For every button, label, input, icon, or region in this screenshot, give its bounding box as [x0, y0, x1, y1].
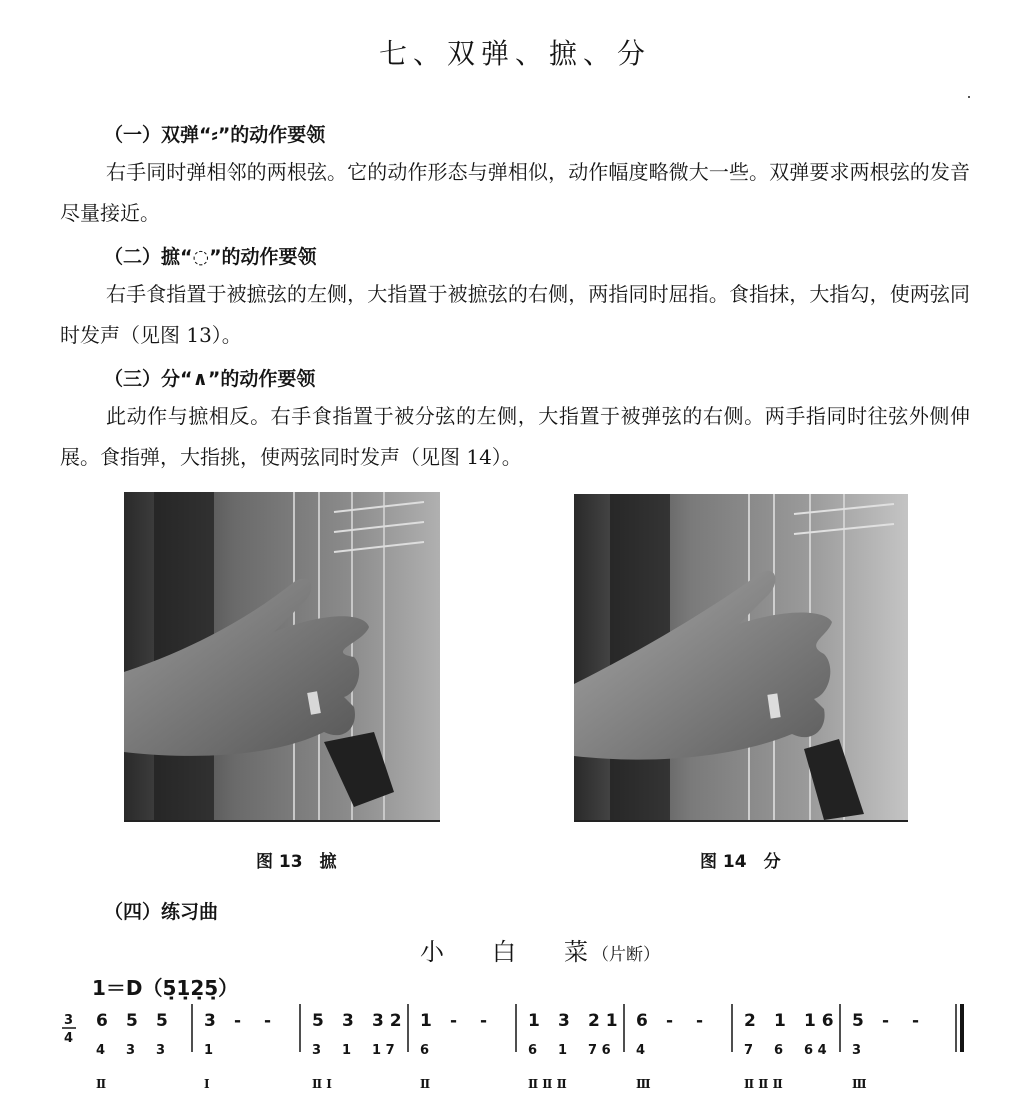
figure-13-caption: 图 13 摭 — [256, 852, 337, 872]
note-top: 2 — [744, 1011, 756, 1031]
exercise-heading: （四）练习曲 — [104, 901, 219, 923]
section-heading-1: （一）双弹“⸗”的动作要领 — [104, 124, 326, 146]
section-heading-3: （三）分“∧”的动作要领 — [104, 368, 316, 390]
note-bottom: 4 — [96, 1043, 106, 1058]
note-top: - — [696, 1011, 704, 1031]
note-top: 5 — [312, 1011, 324, 1031]
note-top: 5 — [126, 1011, 138, 1031]
fingering-mark: Ⅱ Ⅱ Ⅱ — [744, 1077, 783, 1091]
section-text-2: 右手食指置于被摭弦的左侧，大指置于被摭弦的右侧，两指同时屈指。食指抹，大指勾，使两弦同时发声（见图 13）。 — [60, 282, 970, 347]
song-title-char: 白 — [492, 938, 516, 966]
section-text-3: 此动作与摭相反。右手食指置于被分弦的左侧，大指置于被弹弦的右侧。两手指同时往弦外侧伸展。食指弹，大指挑，使两弦同时发声（见图 14）。 — [60, 404, 970, 469]
note-bottom: 3 — [852, 1043, 862, 1058]
fingering-mark: Ⅱ — [420, 1077, 431, 1091]
scan-speck — [968, 96, 970, 98]
note-top: - — [264, 1011, 272, 1031]
notation-score — [58, 1000, 968, 1110]
time-signature-top: 3 — [64, 1013, 74, 1028]
note-bottom: 4 — [636, 1043, 646, 1058]
fingering-mark: Ⅱ Ⅰ — [312, 1077, 332, 1091]
song-title-char: 小 — [420, 938, 444, 966]
note-bottom: 1 — [342, 1043, 352, 1058]
note-top: 3 — [204, 1011, 216, 1031]
note-bottom: 1 — [558, 1043, 568, 1058]
section-heading-2: （二）摭“◌”的动作要领 — [104, 246, 317, 268]
note-top: 1 — [420, 1011, 432, 1031]
fingering-mark: Ⅰ — [204, 1077, 210, 1091]
note-top: 3 — [342, 1011, 354, 1031]
song-title-char: 菜 — [564, 938, 588, 966]
section-text-1: 右手同时弹相邻的两根弦。它的动作形态与弹相似，动作幅度略微大一些。双弹要求两根弦的发音尽量接近。 — [60, 160, 970, 225]
note-bottom: 6 4 — [804, 1043, 827, 1058]
figure-14-photo — [574, 494, 908, 822]
note-top: - — [882, 1011, 890, 1031]
note-top: - — [234, 1011, 242, 1031]
hand-photo-14 — [574, 494, 908, 820]
note-bottom: 6 — [420, 1043, 430, 1058]
page-title: 七、双弹、摭、分 — [378, 37, 651, 70]
note-bottom: 7 6 — [588, 1043, 611, 1058]
key-signature: 1＝D（5̣1̣2̣5̣） — [92, 976, 239, 1000]
fingering-mark: Ⅱ Ⅱ Ⅱ — [528, 1077, 567, 1091]
note-top: 3 — [558, 1011, 570, 1031]
note-top: 5 — [156, 1011, 168, 1031]
song-subtitle: （片断） — [592, 945, 660, 965]
fingering-mark: Ⅲ — [852, 1077, 867, 1091]
fingering-mark: Ⅲ — [636, 1077, 651, 1091]
note-top: 1 — [528, 1011, 540, 1031]
note-top: 5 — [852, 1011, 864, 1031]
note-top: 1 — [774, 1011, 786, 1031]
fingering-mark: Ⅱ — [96, 1077, 107, 1091]
song-title — [420, 932, 660, 967]
time-signature-bottom: 4 — [64, 1031, 74, 1046]
note-bottom: 6 — [528, 1043, 538, 1058]
note-top: - — [666, 1011, 674, 1031]
note-top: 1 6 — [804, 1011, 834, 1031]
note-bottom: 3 — [312, 1043, 322, 1058]
note-bottom: 3 — [156, 1043, 166, 1058]
note-top: 3 2 — [372, 1011, 402, 1031]
note-top: 2 1 — [588, 1011, 618, 1031]
note-bottom: 6 — [774, 1043, 784, 1058]
note-bottom: 7 — [744, 1043, 754, 1058]
figure-13-photo — [124, 492, 440, 822]
note-bottom: 1 7 — [372, 1043, 395, 1058]
figure-14-caption: 图 14 分 — [700, 852, 781, 872]
hand-photo-13 — [124, 492, 440, 820]
note-top: - — [450, 1011, 458, 1031]
note-bottom: 3 — [126, 1043, 136, 1058]
note-top: 6 — [636, 1011, 648, 1031]
note-bottom: 1 — [204, 1043, 214, 1058]
note-top: - — [912, 1011, 920, 1031]
note-top: 6 — [96, 1011, 108, 1031]
note-top: - — [480, 1011, 488, 1031]
